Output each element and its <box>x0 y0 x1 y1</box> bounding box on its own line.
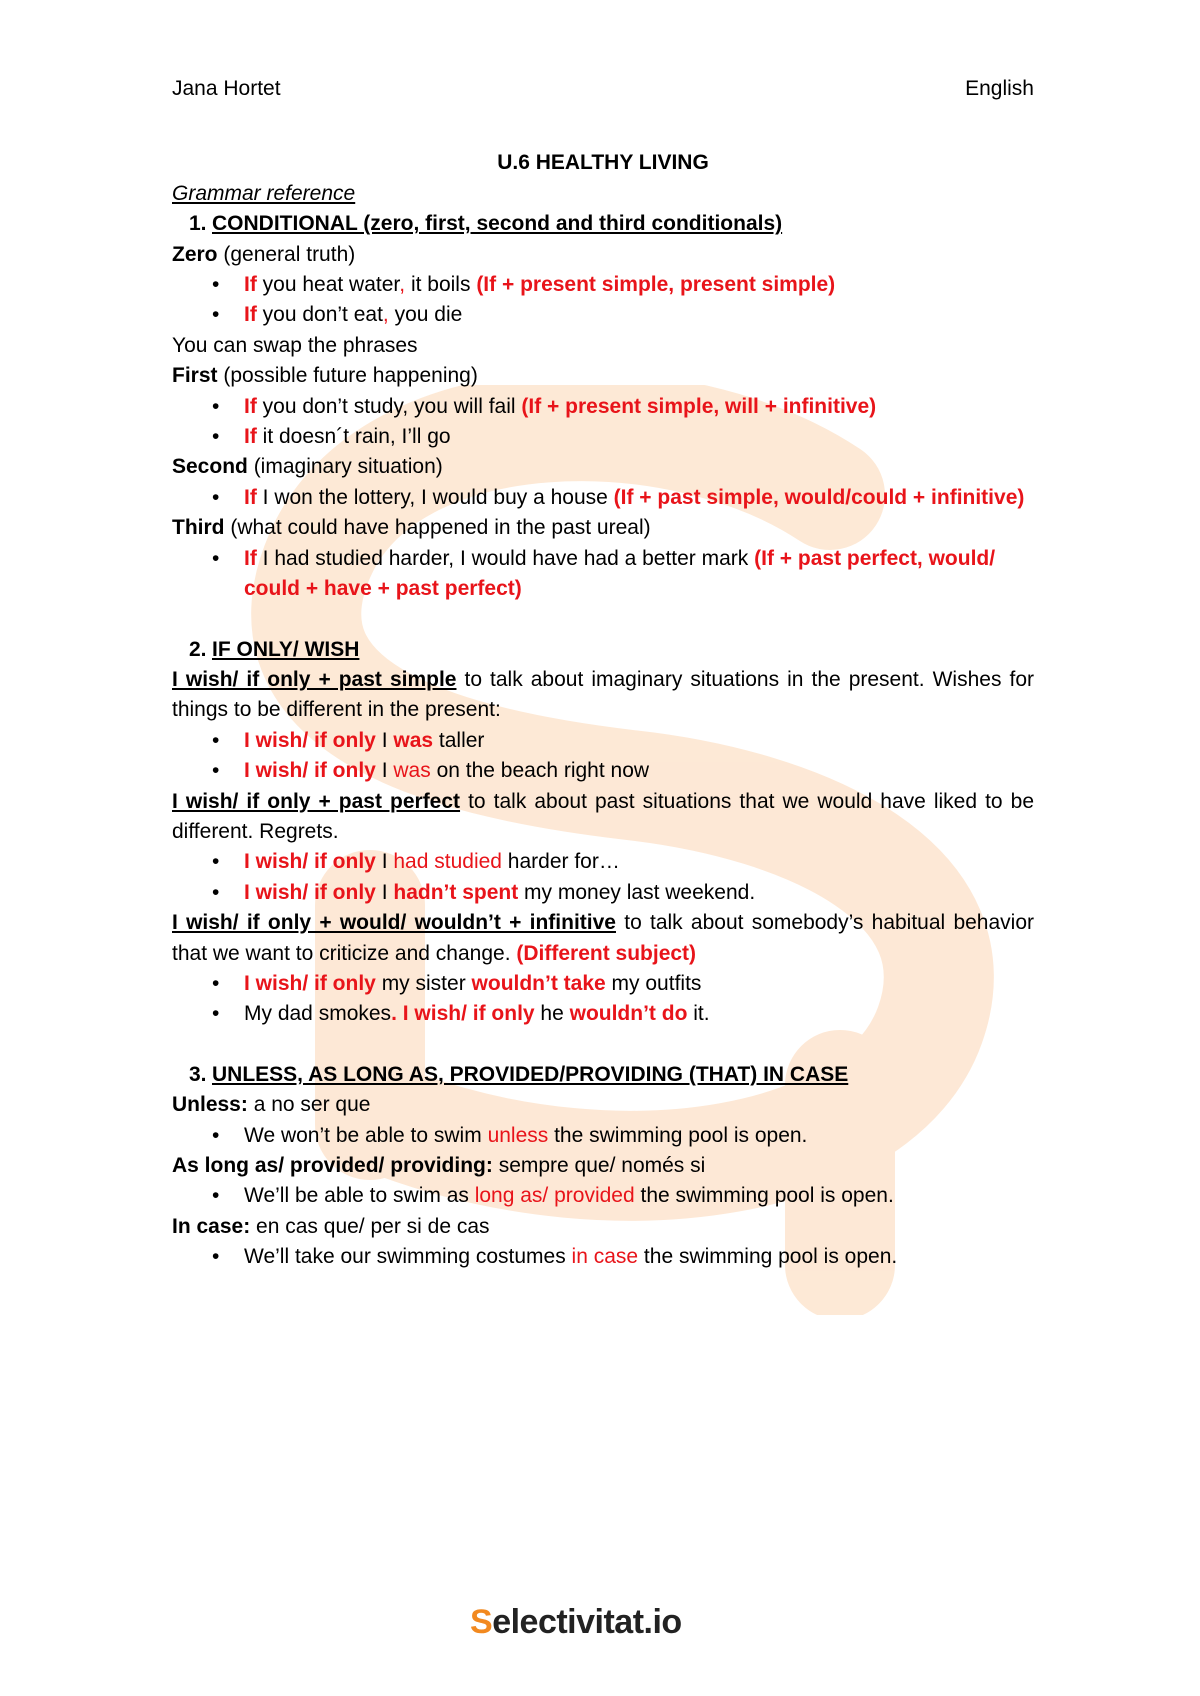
bullet-icon: • <box>212 850 220 874</box>
list-item: • If you don’t eat, you die <box>172 300 1034 330</box>
bullet-icon: • <box>212 971 220 995</box>
as-long-as-label: As long as/ provided/ providing: sempre que/ només si <box>172 1154 706 1177</box>
wish-past-perfect-examples <box>172 847 1034 908</box>
swap-note: You can swap the phrases <box>172 333 418 357</box>
author-name: Jana Hortet <box>172 77 281 100</box>
bullet-icon: • <box>212 880 220 904</box>
bullet-icon: • <box>212 425 220 449</box>
section-3-heading: 3. UNLESS, AS LONG AS, PROVIDED/PROVIDING (THAT) IN CASE <box>189 1062 849 1086</box>
section-2-heading: 2. IF ONLY/ WISH <box>189 637 360 661</box>
unless-examples <box>172 1121 1034 1151</box>
wish-would-examples <box>172 969 1034 1030</box>
list-item: • I wish/ if only I was on the beach right now <box>172 756 1034 786</box>
third-examples <box>172 544 1034 605</box>
zero-conditional-label: Zero (general truth) <box>172 242 356 266</box>
page-title: U.6 HEALTHY LIVING <box>497 151 709 175</box>
list-item: • We’ll take our swimming costumes in case the swimming pool is open. <box>172 1242 1034 1272</box>
document-page <box>172 74 1034 1273</box>
selectivitat-logo[interactable] <box>470 1600 740 1644</box>
list-item: • If I won the lottery, I would buy a house (If + past simple, would/could + infinitive) <box>172 483 1034 513</box>
bullet-icon: • <box>212 1002 220 1026</box>
list-item: • If it doesn´t rain, I’ll go <box>172 422 1034 452</box>
bullet-icon: • <box>212 394 220 418</box>
bullet-icon: • <box>212 546 220 570</box>
second-conditional-label: Second (imaginary situation) <box>172 455 443 479</box>
as-long-as-examples <box>172 1181 1034 1211</box>
second-examples <box>172 483 1034 513</box>
bullet-icon: • <box>212 1184 220 1208</box>
subject-name: English <box>965 77 1034 100</box>
bullet-icon: • <box>212 1123 220 1147</box>
unless-label: Unless: a no ser que <box>172 1093 371 1117</box>
grammar-reference-heading: Grammar reference <box>172 181 356 205</box>
logo-text: electivitat.io <box>492 1602 682 1641</box>
list-item: • If you don’t study, you will fail (If + present simple, will + infinitive) <box>172 392 1034 422</box>
in-case-label: In case: en cas que/ per si de cas <box>172 1214 490 1238</box>
bullet-icon: • <box>212 485 220 509</box>
list-item: • We’ll be able to swim as long as/ provided the swimming pool is open. <box>172 1181 1034 1211</box>
list-item: • I wish/ if only my sister wouldn’t take my outfits <box>172 969 1034 999</box>
wish-would-paragraph: I wish/ if only + would/ wouldn’t + infinitive to talk about somebody’s habitual behavior that we want to criticize and change. (Different subject) <box>172 911 1034 965</box>
list-item: • If you heat water, it boils (If + present simple, present simple) <box>172 270 1034 300</box>
logo-s-icon: S <box>470 1602 493 1641</box>
first-examples <box>172 392 1034 453</box>
page-header <box>172 74 1034 104</box>
list-item: • I wish/ if only I had studied harder for… <box>172 847 1034 877</box>
bullet-icon: • <box>212 273 220 297</box>
bullet-icon: • <box>212 1245 220 1269</box>
list-item: • I wish/ if only I was taller <box>172 726 1034 756</box>
bullet-icon: • <box>212 728 220 752</box>
wish-past-perfect-paragraph: I wish/ if only + past perfect to talk about past situations that we would have liked to be different. Regrets. <box>172 789 1034 843</box>
list-item: • If I had studied harder, I would have had a better mark (If + past perfect, would/ could + have + past perfect) <box>172 544 1034 605</box>
in-case-examples <box>172 1242 1034 1272</box>
section-1-heading: 1. CONDITIONAL (zero, first, second and third conditionals) <box>189 212 783 236</box>
bullet-icon: • <box>212 303 220 327</box>
wish-past-simple-examples <box>172 726 1034 787</box>
list-item: • I wish/ if only I hadn’t spent my money last weekend. <box>172 878 1034 908</box>
wish-past-simple-paragraph: I wish/ if only + past simple to talk about imaginary situations in the present. Wishes for things to be different in the present: <box>172 667 1034 722</box>
list-item: • We won’t be able to swim unless the swimming pool is open. <box>172 1121 1034 1151</box>
third-conditional-label: Third (what could have happened in the past ureal) <box>172 516 651 540</box>
first-conditional-label: First (possible future happening) <box>172 364 478 388</box>
list-item: • My dad smokes. I wish/ if only he wouldn’t do it. <box>172 999 1034 1029</box>
zero-examples <box>172 270 1034 331</box>
bullet-icon: • <box>212 759 220 783</box>
